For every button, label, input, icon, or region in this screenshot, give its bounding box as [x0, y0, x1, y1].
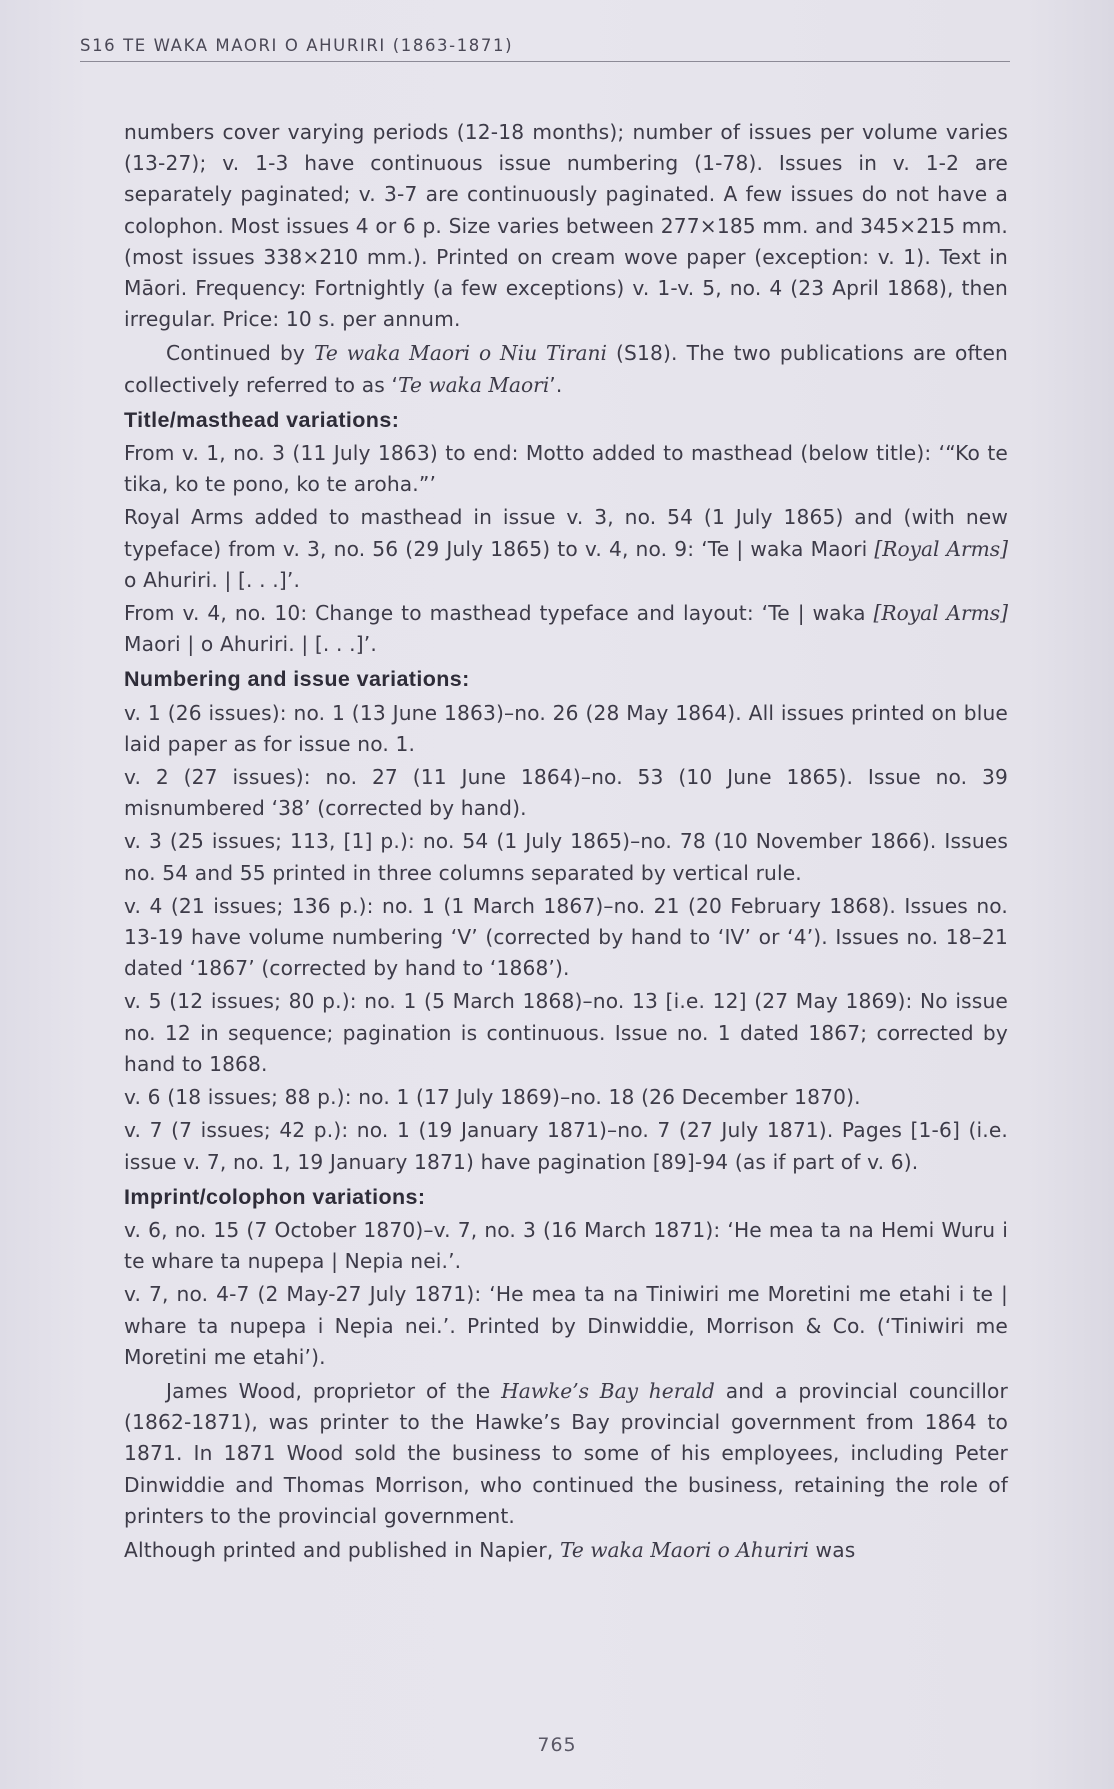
intro-p2-text-b: (S18). The two publications are often collectively referred to as ‘ — [124, 341, 1008, 397]
page-number: 765 — [537, 1734, 577, 1756]
numbering-entry-v1: v. 1 (26 issues): no. 1 (13 June 1863)–no. 26 (28 May 1864). All issues printed on blue laid paper as for issue no. 1. — [124, 700, 1008, 756]
publication-title: Te waka Maori o Ahuriri — [559, 1537, 809, 1562]
body-text — [124, 117, 1008, 1566]
intro-paragraph-2 — [124, 338, 1008, 400]
numbering-variations-heading: Numbering and issue variations: — [124, 667, 470, 692]
numbering-entry-v6: v. 6 (18 issues; 88 p.): no. 1 (17 July 1869)–no. 18 (26 December 1870). — [124, 1085, 861, 1110]
imprint-entry-2: v. 7, no. 4-7 (2 May-27 July 1871): ‘He mea ta na Tiniwiri me Moretini me etahi i te | whare ta nupepa i Nepia nei.’. Printed by Dinwiddie, Morrison & Co. (‘Tiniwiri me Moretini me etahi’). — [124, 1282, 1008, 1369]
title-e3-text-b: Maori | o Ahuriri. | [. . .]’. — [124, 632, 377, 657]
title-e2-royal-arms: [Royal Arms] — [874, 536, 1008, 561]
closing-p2-text-a: Although printed and published in Napier, — [124, 1537, 560, 1562]
collective-title: Te waka Maori — [398, 372, 550, 397]
imprint-entry-1: v. 6, no. 15 (7 October 1870)–v. 7, no. 3 (16 March 1871): ‘He mea ta na Hemi Wuru i te whare ta nupepa | Nepia nei.’. — [124, 1217, 1008, 1274]
title-e2-text-b: o Ahuriri. | [. . .]’. — [124, 567, 301, 592]
title-e2-text-a: Royal Arms added to masthead in issue v. 3, no. 54 (1 July 1865) and (with new typeface) from v. 3, no. 56 (29 July 1865) to v. 4, no. 9: ‘Te | waka Maori — [124, 505, 1008, 561]
continued-by-title: Te waka Maori o Niu Tirani — [314, 341, 608, 366]
closing-paragraph-1 — [124, 1376, 1008, 1532]
title-variation-entry-2 — [124, 502, 1008, 596]
numbering-entry-v7: v. 7 (7 issues; 42 p.): no. 1 (19 January 1871)–no. 7 (27 July 1871). Pages [1-6] (i.e. issue v. 7, no. 1, 19 January 1871) have pagination [89]-94 (as if part of v. 6). — [124, 1118, 1008, 1174]
title-variation-entry-1: From v. 1, no. 3 (11 July 1863) to end: Motto added to masthead (below title): ‘“Ko te tika, ko te pono, ko te aroha.”’ — [124, 441, 1008, 497]
header-rule — [80, 61, 1010, 62]
numbering-entry-v3: v. 3 (25 issues; 113, [1] p.): no. 54 (1 July 1865)–no. 78 (10 November 1866). Issues no. 54 and 55 printed in three columns separated by vertical rule. — [124, 829, 1008, 885]
closing-paragraph-2 — [124, 1535, 1008, 1566]
running-head: S16 TE WAKA MAORI O AHURIRI (1863-1871) — [80, 36, 514, 55]
hawkes-bay-herald-title: Hawke’s Bay herald — [501, 1378, 715, 1403]
closing-p1-text-b: and a provincial councillor (1862-1871), was printer to the Hawke’s Bay provincial government from 1864 to 1871. In 1871 Wood sold the business to some of his employees, including Peter Dinwiddie and Thomas Morrison, who continued the business, retaining the role of printers to the provincial government. — [124, 1378, 1008, 1528]
title-variation-entry-3 — [124, 598, 1008, 660]
numbering-entry-v5: v. 5 (12 issues; 80 p.): no. 1 (5 March 1868)–no. 13 [i.e. 12] (27 May 1869): No issue no. 12 in sequence; pagination is continuous. Issue no. 1 dated 1867; corrected by hand to 1868. — [124, 989, 1008, 1076]
title-e3-text-a: From v. 4, no. 10: Change to masthead typeface and layout: ‘Te | waka — [124, 601, 874, 626]
closing-p1-text-a: James Wood, proprietor of the — [166, 1378, 502, 1403]
intro-p2-text-c: ’. — [549, 372, 563, 397]
intro-p2-text-a: Continued by — [166, 341, 315, 366]
closing-p2-text-b: was — [808, 1537, 856, 1562]
title-variations-heading: Title/masthead variations: — [124, 407, 400, 432]
numbering-entry-v2: v. 2 (27 issues): no. 27 (11 June 1864)–no. 53 (10 June 1865). Issue no. 39 misnumbered ‘38’ (corrected by hand). — [124, 765, 1008, 821]
numbering-entry-v4: v. 4 (21 issues; 136 p.): no. 1 (1 March 1867)–no. 21 (20 February 1868). Issues no. 13-19 have volume numbering ‘V’ (corrected by hand to ‘IV’ or ‘4’). Issues no. 18–21 dated ‘1867’ (corrected by hand to ‘1868’). — [124, 893, 1008, 981]
imprint-variations-heading: Imprint/colophon variations: — [124, 1184, 426, 1209]
title-e3-royal-arms: [Royal Arms] — [873, 601, 1008, 626]
intro-paragraph-1: numbers cover varying periods (12-18 months); number of issues per volume varies (13-27); v. 1-3 have continuous issue numbering (1-78). Issues in v. 1-2 are separately paginated; v. 3-7 are continuously paginated. A few issues do not have a colophon. Most issues 4 or 6 p. Size varies between 277×185 mm. and 345×215 mm. (most issues 338×210 mm.). Printed on cream wove paper (exception: v. 1). Text in Māori. Frequency: Fortnightly (a few exceptions) v. 1-v. 5, no. 4 (23 April 1868), then irregular. Price: 10 s. per annum. — [124, 120, 1008, 332]
